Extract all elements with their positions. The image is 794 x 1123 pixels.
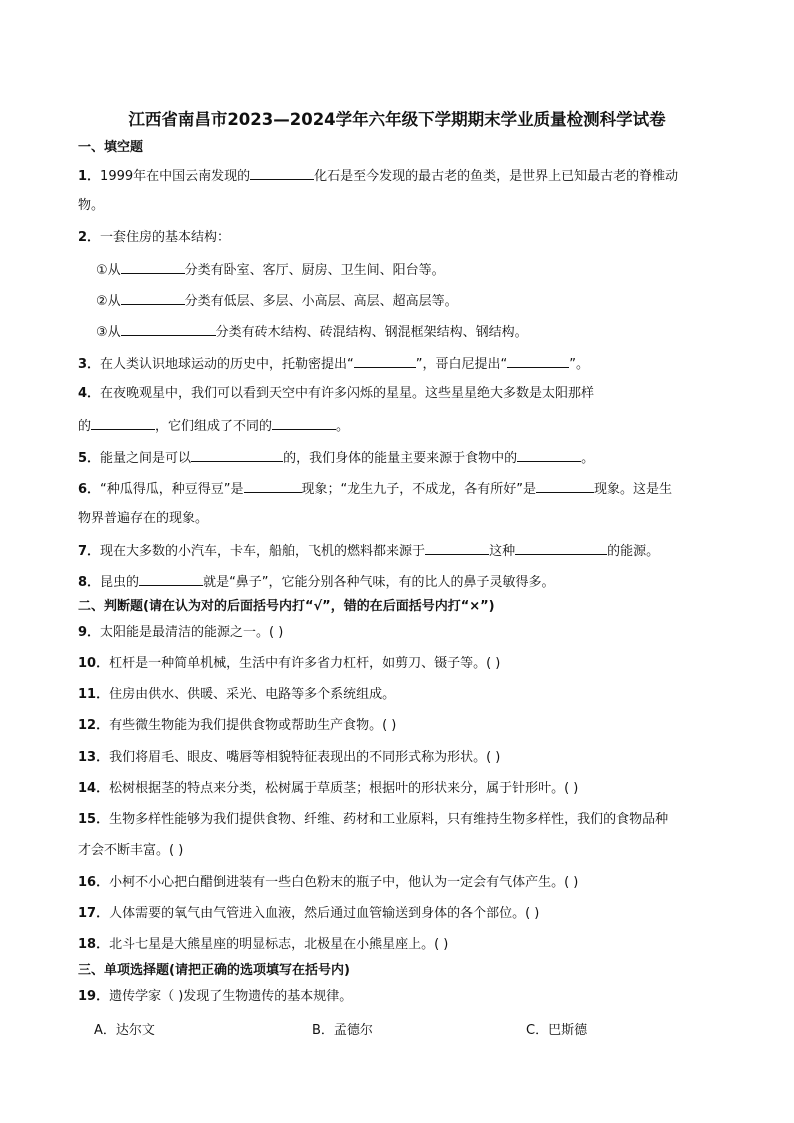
answer-blank[interactable]	[354, 354, 416, 368]
q-text: 杠杆是一种简单机械，生活中有许多省力杠杆，如剪刀、镊子等。( )	[109, 656, 501, 671]
q-text: ，它们组成了不同的	[155, 419, 273, 434]
question-9	[78, 624, 283, 642]
q-number: 7．	[78, 544, 101, 559]
section-fill-in: 一、填空题	[78, 140, 144, 155]
q-number: 1．	[78, 169, 101, 184]
q-text: ②从	[96, 294, 121, 309]
q-text: 遗传学家（ )发现了生物遗传的基本规律。	[109, 989, 353, 1004]
q-text: ③从	[96, 325, 121, 340]
question-11	[78, 686, 395, 704]
q-text: 昆虫的	[100, 575, 140, 590]
page-title: 江西省南昌市2023—2024学年六年级下学期期末学业质量检测科学试卷	[128, 110, 666, 129]
q-text: 的	[78, 419, 92, 434]
q-text: 这种	[489, 544, 516, 559]
question-2-item-2	[96, 291, 458, 311]
section-true-false: 二、判断题(请在认为对的后面括号内打“√”，错的在后面括号内打“×”)	[78, 599, 495, 614]
section-multiple-choice: 三、单项选择题(请把正确的选项填写在括号内)	[78, 963, 350, 978]
q-text: ①从	[96, 263, 121, 278]
question-4	[78, 385, 594, 403]
q-text: 人体需要的氧气由气管进入血液，然后通过血管输送到身体的各个部位。( )	[109, 906, 540, 921]
question-13	[78, 749, 500, 767]
q-text: 的，我们身体的能量主要来源于食物中的	[283, 451, 518, 466]
option-c[interactable]: C．巴斯德	[526, 1023, 588, 1038]
question-8	[78, 572, 555, 592]
q-number: 5．	[78, 451, 101, 466]
question-4-cont	[78, 416, 349, 436]
q-text: 有些微生物能为我们提供食物或帮助生产食物。( )	[109, 718, 397, 733]
q-text: 。	[336, 419, 350, 434]
question-17	[78, 905, 539, 923]
question-16	[78, 874, 578, 892]
q-text: 北斗七星是大熊星座的明显标志，北极星在小熊星座上。( )	[109, 937, 449, 952]
question-5	[78, 448, 594, 468]
question-1	[78, 166, 678, 186]
option-b[interactable]: B．孟德尔	[312, 1023, 373, 1038]
q-text: 能量之间是可以	[100, 451, 192, 466]
q-number: 2．	[78, 230, 101, 245]
q-text: 1999年在中国云南发现的	[100, 169, 251, 184]
q-text: 我们将眉毛、眼皮、嘴唇等相貌特征表现出的不同形式称为形状。( )	[109, 750, 501, 765]
question-2	[78, 229, 230, 247]
q-text: “种瓜得瓜，种豆得豆”是	[100, 482, 244, 497]
question-15	[78, 811, 668, 829]
answer-blank[interactable]	[244, 479, 302, 493]
q-number: 12．	[78, 718, 110, 733]
answer-blank[interactable]	[121, 260, 185, 274]
question-15-cont: 才会不断丰富。( )	[78, 843, 184, 858]
option-a[interactable]: A．达尔文	[94, 1023, 155, 1038]
q-text: 太阳能是最清洁的能源之一。( )	[100, 625, 284, 640]
q-text: 的能源。	[607, 544, 660, 559]
q-text: 生物多样性能够为我们提供食物、纤维、药材和工业原料，只有维持生物多样性，我们的食物品种	[109, 812, 669, 827]
answer-blank[interactable]	[515, 541, 607, 555]
answer-blank[interactable]	[517, 448, 581, 462]
q-number: 4．	[78, 386, 101, 401]
question-3	[78, 354, 589, 374]
question-10	[78, 655, 500, 673]
q-number: 6．	[78, 482, 101, 497]
q-number: 18．	[78, 937, 110, 952]
answer-blank[interactable]	[121, 291, 185, 305]
q-number: 19．	[78, 989, 110, 1004]
answer-blank[interactable]	[191, 448, 283, 462]
answer-blank[interactable]	[272, 416, 336, 430]
q-text: 分类有低层、多层、小高层、高层、超高层等。	[184, 294, 458, 309]
q-text: 现象；“龙生九子，不成龙，各有所好”是	[301, 482, 537, 497]
q-number: 17．	[78, 906, 110, 921]
question-6-cont: 物界普遍存在的现象。	[78, 511, 209, 526]
q-text: 分类有卧室、客厅、厨房、卫生间、阳台等。	[184, 263, 445, 278]
q-text: ”，哥白尼提出“	[415, 357, 508, 372]
question-1-cont: 物。	[78, 198, 105, 213]
q-text: 化石是至今发现的最古老的鱼类，是世界上已知最古老的脊椎动	[314, 169, 679, 184]
question-12	[78, 717, 396, 735]
question-18	[78, 936, 448, 954]
q-number: 10．	[78, 656, 110, 671]
q-number: 8．	[78, 575, 101, 590]
q-text: 小柯不小心把白醋倒进装有一些白色粉末的瓶子中，他认为一定会有气体产生。( )	[109, 875, 579, 890]
answer-blank[interactable]	[250, 166, 314, 180]
q-text: 。	[581, 451, 595, 466]
question-6	[78, 479, 672, 499]
answer-blank[interactable]	[139, 572, 203, 586]
question-14	[78, 780, 578, 798]
q-text: 分类有砖木结构、砖混结构、钢混框架结构、钢结构。	[215, 325, 528, 340]
q-number: 11．	[78, 687, 110, 702]
q-number: 9．	[78, 625, 101, 640]
question-7	[78, 541, 659, 561]
q-text: 现象。这是生	[594, 482, 673, 497]
q-text: 就是“鼻子”，它能分别各种气味，有的比人的鼻子灵敏得多。	[203, 575, 555, 590]
answer-blank[interactable]	[91, 416, 155, 430]
q-number: 15．	[78, 812, 110, 827]
answer-blank[interactable]	[536, 479, 594, 493]
question-2-item-1	[96, 260, 445, 280]
q-text: 住房由供水、供暖、采光、电路等多个系统组成。	[109, 687, 396, 702]
q-number: 14．	[78, 781, 110, 796]
q-number: 13．	[78, 750, 110, 765]
answer-blank[interactable]	[425, 541, 489, 555]
q-number: 3．	[78, 357, 101, 372]
question-19	[78, 988, 352, 1006]
q-text: 现在大多数的小汽车，卡车，船舶，飞机的燃料都来源于	[100, 544, 426, 559]
q-text: 松树根据茎的特点来分类，松树属于草质茎；根据叶的形状来分，属于针形叶。( )	[109, 781, 579, 796]
q-text: 一套住房的基本结构：	[100, 230, 231, 245]
answer-blank[interactable]	[121, 322, 216, 336]
q-text: 在人类认识地球运动的历史中，托勒密提出“	[100, 357, 354, 372]
answer-blank[interactable]	[507, 354, 569, 368]
q-number: 16．	[78, 875, 110, 890]
q-text: ”。	[569, 357, 590, 372]
q-text: 在夜晚观星中，我们可以看到天空中有许多闪烁的星星。这些星星绝大多数是太阳那样	[100, 386, 595, 401]
question-2-item-3	[96, 322, 528, 342]
